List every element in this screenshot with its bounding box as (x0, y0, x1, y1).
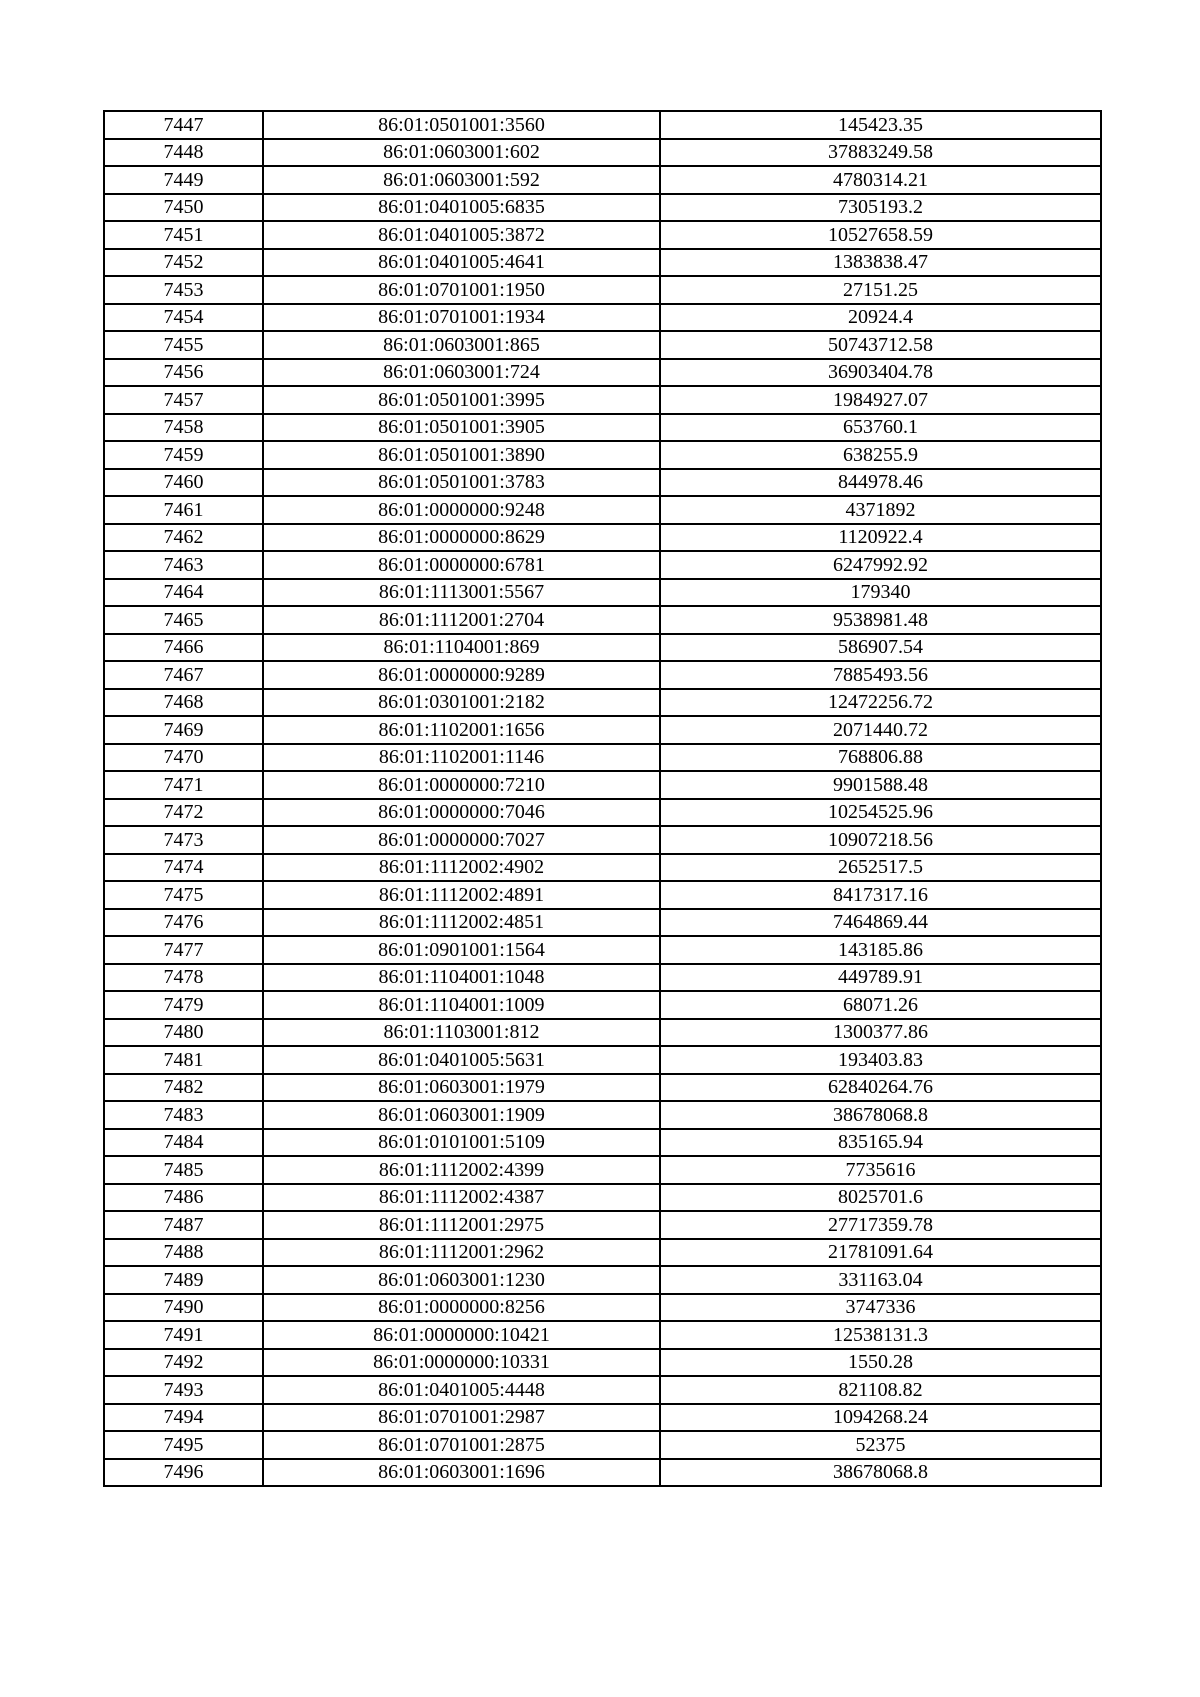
value-cell: 586907.54 (660, 634, 1101, 662)
cadastral-number-cell: 86:01:0603001:1909 (263, 1101, 660, 1129)
cadastral-number-cell: 86:01:1103001:812 (263, 1019, 660, 1047)
cadastral-number-cell: 86:01:0401005:4448 (263, 1376, 660, 1404)
value-cell: 143185.86 (660, 936, 1101, 964)
value-cell: 3747336 (660, 1294, 1101, 1322)
value-cell: 145423.35 (660, 111, 1101, 139)
value-cell: 9901588.48 (660, 771, 1101, 799)
table-row (104, 111, 1101, 139)
row-number-cell: 7454 (104, 304, 263, 332)
value-cell: 21781091.64 (660, 1239, 1101, 1267)
row-number-cell: 7473 (104, 826, 263, 854)
table-row (104, 881, 1101, 909)
row-number-cell: 7450 (104, 194, 263, 222)
table-row (104, 304, 1101, 332)
row-number-cell: 7476 (104, 909, 263, 937)
value-cell: 50743712.58 (660, 331, 1101, 359)
table-row (104, 1156, 1101, 1184)
value-cell: 10907218.56 (660, 826, 1101, 854)
row-number-cell: 7496 (104, 1459, 263, 1487)
value-cell: 10254525.96 (660, 799, 1101, 827)
row-number-cell: 7493 (104, 1376, 263, 1404)
row-number-cell: 7466 (104, 634, 263, 662)
table-row (104, 771, 1101, 799)
value-cell: 2652517.5 (660, 854, 1101, 882)
row-number-cell: 7495 (104, 1431, 263, 1459)
table-row (104, 991, 1101, 1019)
table-row (104, 524, 1101, 552)
value-cell: 38678068.8 (660, 1459, 1101, 1487)
row-number-cell: 7457 (104, 386, 263, 414)
table-row (104, 496, 1101, 524)
row-number-cell: 7459 (104, 441, 263, 469)
cadastral-number-cell: 86:01:1112002:4891 (263, 881, 660, 909)
value-cell: 6247992.92 (660, 551, 1101, 579)
cadastral-number-cell: 86:01:0901001:1564 (263, 936, 660, 964)
value-cell: 9538981.48 (660, 606, 1101, 634)
value-cell: 768806.88 (660, 744, 1101, 772)
table-row (104, 579, 1101, 607)
cadastral-number-cell: 86:01:1102001:1656 (263, 716, 660, 744)
value-cell: 7735616 (660, 1156, 1101, 1184)
row-number-cell: 7469 (104, 716, 263, 744)
value-cell: 68071.26 (660, 991, 1101, 1019)
row-number-cell: 7490 (104, 1294, 263, 1322)
table-row (104, 194, 1101, 222)
row-number-cell: 7475 (104, 881, 263, 909)
table-row (104, 936, 1101, 964)
value-cell: 20924.4 (660, 304, 1101, 332)
table-row (104, 1294, 1101, 1322)
table-row (104, 469, 1101, 497)
table-row (104, 249, 1101, 277)
table-body (104, 111, 1101, 1486)
row-number-cell: 7464 (104, 579, 263, 607)
table-row (104, 1101, 1101, 1129)
value-cell: 7885493.56 (660, 661, 1101, 689)
value-cell: 179340 (660, 579, 1101, 607)
value-cell: 27151.25 (660, 276, 1101, 304)
table-row (104, 139, 1101, 167)
row-number-cell: 7485 (104, 1156, 263, 1184)
row-number-cell: 7458 (104, 414, 263, 442)
table-row (104, 1211, 1101, 1239)
table-row (104, 854, 1101, 882)
cadastral-number-cell: 86:01:0000000:7046 (263, 799, 660, 827)
cadastral-number-cell: 86:01:0000000:7027 (263, 826, 660, 854)
table-row (104, 1019, 1101, 1047)
cadastral-number-cell: 86:01:1112001:2704 (263, 606, 660, 634)
cadastral-number-cell: 86:01:0000000:10331 (263, 1349, 660, 1377)
table-row (104, 359, 1101, 387)
cadastral-number-cell: 86:01:0501001:3995 (263, 386, 660, 414)
value-cell: 1383838.47 (660, 249, 1101, 277)
row-number-cell: 7472 (104, 799, 263, 827)
row-number-cell: 7486 (104, 1184, 263, 1212)
value-cell: 36903404.78 (660, 359, 1101, 387)
table-row (104, 826, 1101, 854)
row-number-cell: 7461 (104, 496, 263, 524)
row-number-cell: 7467 (104, 661, 263, 689)
cadastral-number-cell: 86:01:1112001:2962 (263, 1239, 660, 1267)
table-row (104, 1074, 1101, 1102)
cadastral-number-cell: 86:01:0603001:592 (263, 166, 660, 194)
value-cell: 4780314.21 (660, 166, 1101, 194)
cadastral-number-cell: 86:01:0501001:3783 (263, 469, 660, 497)
cadastral-number-cell: 86:01:0000000:10421 (263, 1321, 660, 1349)
row-number-cell: 7449 (104, 166, 263, 194)
cadastral-number-cell: 86:01:0000000:8256 (263, 1294, 660, 1322)
row-number-cell: 7491 (104, 1321, 263, 1349)
cadastral-number-cell: 86:01:1104001:1009 (263, 991, 660, 1019)
table-row (104, 1459, 1101, 1487)
cadastral-number-cell: 86:01:1112002:4902 (263, 854, 660, 882)
table-row (104, 166, 1101, 194)
table-row (104, 1431, 1101, 1459)
cadastral-number-cell: 86:01:0701001:2875 (263, 1431, 660, 1459)
cadastral-number-cell: 86:01:1112002:4387 (263, 1184, 660, 1212)
value-cell: 1120922.4 (660, 524, 1101, 552)
cadastral-number-cell: 86:01:0603001:602 (263, 139, 660, 167)
row-number-cell: 7488 (104, 1239, 263, 1267)
value-cell: 10527658.59 (660, 221, 1101, 249)
table-row (104, 1129, 1101, 1157)
table-row (104, 744, 1101, 772)
cadastral-number-cell: 86:01:0000000:9289 (263, 661, 660, 689)
cadastral-number-cell: 86:01:0603001:1696 (263, 1459, 660, 1487)
row-number-cell: 7477 (104, 936, 263, 964)
row-number-cell: 7452 (104, 249, 263, 277)
row-number-cell: 7494 (104, 1404, 263, 1432)
row-number-cell: 7455 (104, 331, 263, 359)
cadastral-number-cell: 86:01:1104001:869 (263, 634, 660, 662)
cadastral-number-cell: 86:01:1112002:4399 (263, 1156, 660, 1184)
cadastral-number-cell: 86:01:1112002:4851 (263, 909, 660, 937)
value-cell: 12472256.72 (660, 689, 1101, 717)
value-cell: 653760.1 (660, 414, 1101, 442)
value-cell: 835165.94 (660, 1129, 1101, 1157)
value-cell: 7305193.2 (660, 194, 1101, 222)
row-number-cell: 7451 (104, 221, 263, 249)
value-cell: 8417317.16 (660, 881, 1101, 909)
table-row (104, 551, 1101, 579)
table-row (104, 1321, 1101, 1349)
cadastral-number-cell: 86:01:0501001:3905 (263, 414, 660, 442)
table-row (104, 221, 1101, 249)
row-number-cell: 7463 (104, 551, 263, 579)
table-row (104, 1349, 1101, 1377)
row-number-cell: 7479 (104, 991, 263, 1019)
value-cell: 1300377.86 (660, 1019, 1101, 1047)
data-table (103, 110, 1102, 1487)
table-row (104, 661, 1101, 689)
cadastral-number-cell: 86:01:0000000:8629 (263, 524, 660, 552)
value-cell: 2071440.72 (660, 716, 1101, 744)
value-cell: 4371892 (660, 496, 1101, 524)
row-number-cell: 7474 (104, 854, 263, 882)
value-cell: 12538131.3 (660, 1321, 1101, 1349)
value-cell: 449789.91 (660, 964, 1101, 992)
value-cell: 37883249.58 (660, 139, 1101, 167)
row-number-cell: 7487 (104, 1211, 263, 1239)
value-cell: 844978.46 (660, 469, 1101, 497)
cadastral-number-cell: 86:01:0701001:1950 (263, 276, 660, 304)
value-cell: 38678068.8 (660, 1101, 1101, 1129)
cadastral-number-cell: 86:01:0603001:1230 (263, 1266, 660, 1294)
row-number-cell: 7462 (104, 524, 263, 552)
cadastral-number-cell: 86:01:1102001:1146 (263, 744, 660, 772)
value-cell: 62840264.76 (660, 1074, 1101, 1102)
table-row (104, 1404, 1101, 1432)
cadastral-number-cell: 86:01:0501001:3890 (263, 441, 660, 469)
cadastral-number-cell: 86:01:0603001:724 (263, 359, 660, 387)
row-number-cell: 7448 (104, 139, 263, 167)
value-cell: 638255.9 (660, 441, 1101, 469)
row-number-cell: 7478 (104, 964, 263, 992)
cadastral-number-cell: 86:01:0101001:5109 (263, 1129, 660, 1157)
row-number-cell: 7489 (104, 1266, 263, 1294)
value-cell: 8025701.6 (660, 1184, 1101, 1212)
row-number-cell: 7492 (104, 1349, 263, 1377)
table-row (104, 1266, 1101, 1294)
cadastral-number-cell: 86:01:0401005:5631 (263, 1046, 660, 1074)
value-cell: 1984927.07 (660, 386, 1101, 414)
value-cell: 193403.83 (660, 1046, 1101, 1074)
cadastral-number-cell: 86:01:0701001:2987 (263, 1404, 660, 1432)
cadastral-number-cell: 86:01:0401005:6835 (263, 194, 660, 222)
row-number-cell: 7460 (104, 469, 263, 497)
row-number-cell: 7481 (104, 1046, 263, 1074)
cadastral-number-cell: 86:01:0000000:9248 (263, 496, 660, 524)
value-cell: 52375 (660, 1431, 1101, 1459)
table-row (104, 689, 1101, 717)
cadastral-number-cell: 86:01:0603001:1979 (263, 1074, 660, 1102)
value-cell: 331163.04 (660, 1266, 1101, 1294)
cadastral-number-cell: 86:01:0301001:2182 (263, 689, 660, 717)
table-row (104, 606, 1101, 634)
value-cell: 7464869.44 (660, 909, 1101, 937)
row-number-cell: 7470 (104, 744, 263, 772)
row-number-cell: 7465 (104, 606, 263, 634)
row-number-cell: 7468 (104, 689, 263, 717)
row-number-cell: 7483 (104, 1101, 263, 1129)
table-row (104, 276, 1101, 304)
cadastral-number-cell: 86:01:0401005:4641 (263, 249, 660, 277)
table-row (104, 1376, 1101, 1404)
table-row (104, 634, 1101, 662)
table-row (104, 331, 1101, 359)
value-cell: 821108.82 (660, 1376, 1101, 1404)
cadastral-number-cell: 86:01:0501001:3560 (263, 111, 660, 139)
cadastral-number-cell: 86:01:0701001:1934 (263, 304, 660, 332)
table-row (104, 716, 1101, 744)
cadastral-number-cell: 86:01:0603001:865 (263, 331, 660, 359)
value-cell: 1550.28 (660, 1349, 1101, 1377)
row-number-cell: 7482 (104, 1074, 263, 1102)
table-row (104, 1184, 1101, 1212)
cadastral-number-cell: 86:01:0000000:7210 (263, 771, 660, 799)
table-row (104, 1046, 1101, 1074)
row-number-cell: 7471 (104, 771, 263, 799)
table-row (104, 441, 1101, 469)
row-number-cell: 7453 (104, 276, 263, 304)
row-number-cell: 7447 (104, 111, 263, 139)
row-number-cell: 7484 (104, 1129, 263, 1157)
cadastral-number-cell: 86:01:0000000:6781 (263, 551, 660, 579)
table-row (104, 909, 1101, 937)
value-cell: 1094268.24 (660, 1404, 1101, 1432)
cadastral-number-cell: 86:01:1112001:2975 (263, 1211, 660, 1239)
table-row (104, 799, 1101, 827)
value-cell: 27717359.78 (660, 1211, 1101, 1239)
row-number-cell: 7480 (104, 1019, 263, 1047)
cadastral-number-cell: 86:01:1113001:5567 (263, 579, 660, 607)
cadastral-number-cell: 86:01:1104001:1048 (263, 964, 660, 992)
row-number-cell: 7456 (104, 359, 263, 387)
table-row (104, 414, 1101, 442)
cadastral-number-cell: 86:01:0401005:3872 (263, 221, 660, 249)
table-row (104, 964, 1101, 992)
table-row (104, 1239, 1101, 1267)
table-row (104, 386, 1101, 414)
